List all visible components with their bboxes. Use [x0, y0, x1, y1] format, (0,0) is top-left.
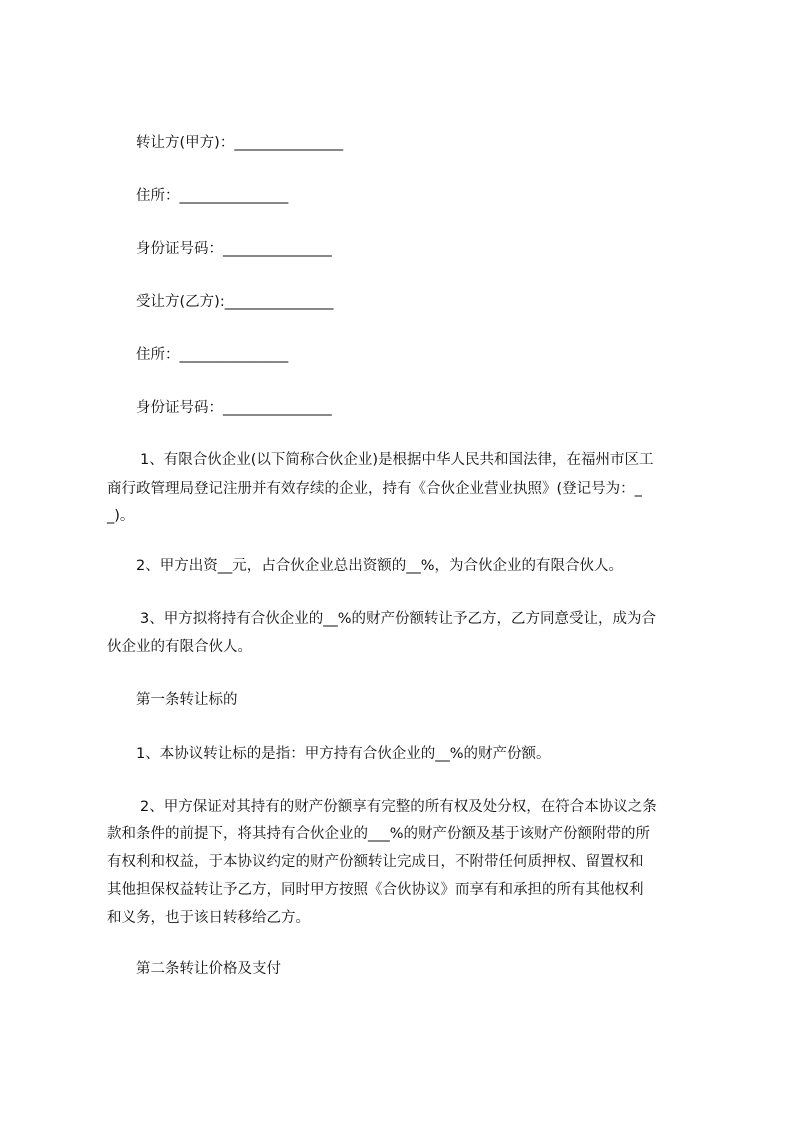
article-1-clause-2-line-4: 其他担保权益转让予乙方，同时甲方按照《合伙协议》而享有和承担的所有其他权利 [107, 882, 644, 898]
recital-item-2: 2、甲方出资__元，占合伙企业总出资额的__%，为合伙企业的有限合伙人。 [136, 558, 624, 574]
recital-item-1-line-1: 1、有限合伙企业(以下简称合伙企业)是根据中华人民共和国法律，在福州市区工 [140, 452, 654, 468]
transferor-line [136, 133, 343, 153]
transferor-address-label: 住所： [136, 188, 180, 204]
transferor-id-label: 身份证号码： [136, 241, 223, 257]
recital-item-3-line-2: 伙企业的有限合伙人。 [107, 639, 252, 655]
transferor-address-blank: _______________ [179, 188, 289, 204]
transferor-id-line [136, 239, 332, 259]
transferee-address-label: 住所： [136, 347, 180, 363]
transferee-address-blank: _______________ [179, 347, 289, 363]
article-1-clause-2-line-2: 款和条件的前提下，将其持有合伙企业的___%的财产份额及基于该财产份额附带的所 [107, 826, 651, 842]
recital-item-3-line-1: 3、甲方拟将持有合伙企业的__%的财产份额转让予乙方，乙方同意受让，成为合 [140, 611, 657, 627]
article-1-clause-2-line-1: 2、甲方保证对其持有的财产份额享有完整的所有权及处分权，在符合本协议之条 [140, 799, 657, 815]
transferee-id-label: 身份证号码： [136, 400, 223, 416]
transferee-label: 受让方(乙方): [136, 294, 225, 310]
transferor-blank: _______________ [234, 135, 344, 151]
article-1-clause-2-line-3: 有权利和权益，于本协议约定的财产份额转让完成日，不附带任何质押权、留置权和 [107, 854, 644, 870]
article-2-title: 第二条转让价格及支付 [136, 961, 281, 977]
transferor-address-line [136, 186, 288, 206]
recital-item-1-line-3: _)。 [107, 508, 135, 524]
transferee-line [136, 292, 333, 312]
recital-item-1-line-2: 商行政管理局登记注册并有效存续的企业，持有《合伙企业营业执照》(登记号为：_ [107, 481, 642, 497]
article-1-clause-2-line-5: 和义务，也于该日转移给乙方。 [107, 910, 310, 926]
transferor-label: 转让方(甲方)： [136, 135, 235, 151]
transferor-id-blank: _______________ [223, 241, 332, 257]
article-1-clause-1: 1、本协议转让标的是指：甲方持有合伙企业的__%的财产份额。 [136, 746, 551, 762]
transferee-address-line [136, 345, 288, 365]
transferee-blank: _______________ [224, 294, 334, 310]
transferee-id-blank: _______________ [223, 400, 332, 416]
article-1-title: 第一条转让标的 [136, 692, 238, 708]
transferee-id-line [136, 398, 332, 418]
